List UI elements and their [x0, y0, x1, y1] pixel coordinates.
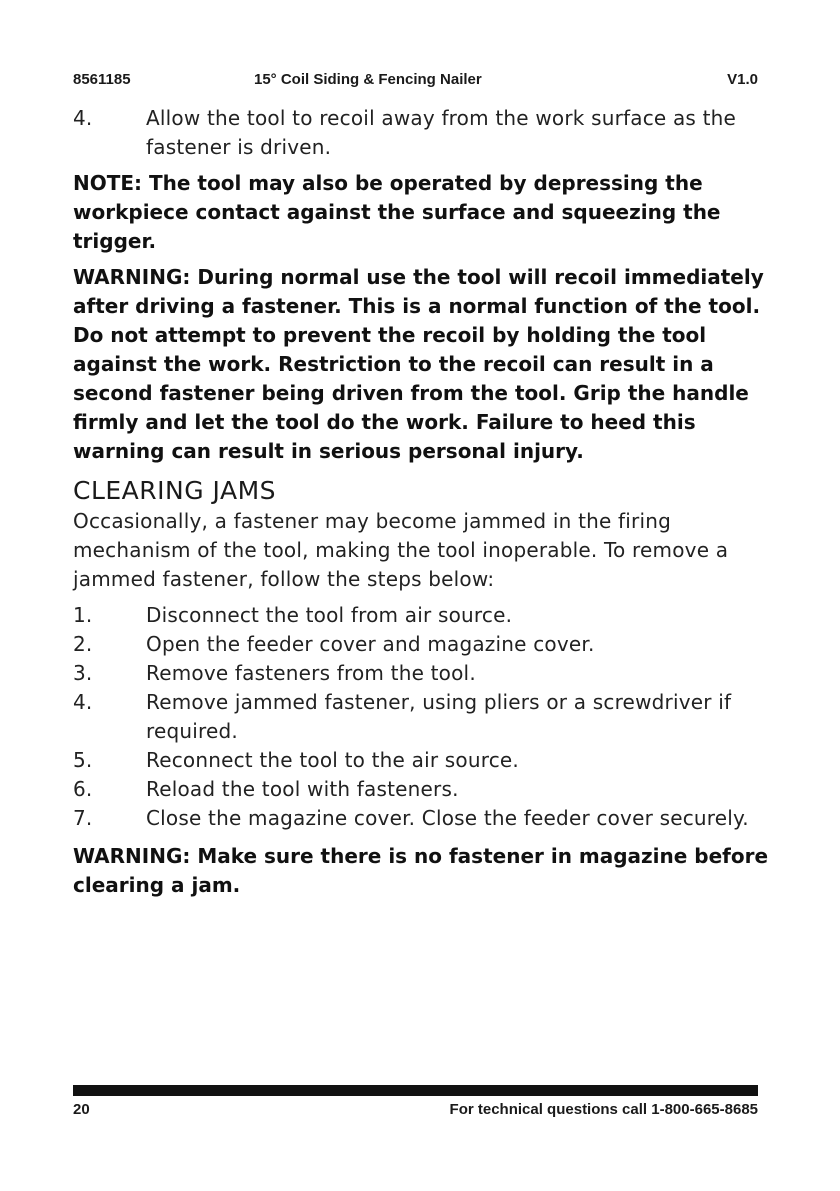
section-heading: CLEARING JAMS: [73, 476, 277, 505]
page-content: [73, 104, 773, 900]
step-text: Allow the tool to recoil away from the work surface as the fastener is driven.: [146, 106, 737, 159]
step-number: 7.: [73, 806, 93, 830]
step-number: 2.: [73, 632, 93, 656]
step-number: 1.: [73, 603, 93, 627]
page-footer: [73, 1101, 758, 1123]
clearing-jam-steps: [73, 601, 773, 833]
jam-warning: WARNING: Make sure there is no fastener in magazine before clearing a jam.: [73, 844, 769, 897]
version-label: V1.0: [727, 71, 758, 88]
section-intro: Occasionally, a fastener may become jammed in the firing mechanism of the tool, making the tool inoperable. To remove a jammed fastener, follow the steps below:: [73, 509, 729, 591]
list-item: [73, 601, 773, 630]
page-number: 20: [73, 1101, 90, 1118]
step-text: Reload the tool with fasteners.: [146, 777, 459, 801]
support-phone: For technical questions call 1-800-665-8685: [449, 1101, 758, 1118]
recoil-warning: WARNING: During normal use the tool will recoil immediately after driving a fastener. This is a normal function of the tool. Do not attempt to prevent the recoil by holding the tool against the work. Restriction to the recoil can result in a second fastener being driven from the tool. Grip the handle firmly and let the tool do the work. Failure to heed this warning can result in serious personal injury.: [73, 265, 764, 463]
page-header: [73, 71, 758, 91]
list-item: [73, 775, 773, 804]
list-item: [73, 746, 773, 775]
note-paragraph: NOTE: The tool may also be operated by depressing the workpiece contact against the surface and squeezing the trigger.: [73, 171, 721, 253]
step-number: 3.: [73, 661, 93, 685]
step-text: Open the feeder cover and magazine cover.: [146, 632, 595, 656]
step-number: 6.: [73, 777, 93, 801]
list-item: [73, 688, 773, 746]
step-number: 4.: [73, 106, 93, 130]
list-item: [73, 804, 773, 833]
operation-steps: [73, 104, 773, 162]
list-item: [73, 630, 773, 659]
step-text: Remove fasteners from the tool.: [146, 661, 476, 685]
step-number: 4.: [73, 690, 93, 714]
step-text: Disconnect the tool from air source.: [146, 603, 513, 627]
footer-divider: [73, 1085, 758, 1096]
step-number: 5.: [73, 748, 93, 772]
list-item: [73, 659, 773, 688]
model-number: 8561185: [73, 71, 131, 88]
step-text: Remove jammed fastener, using pliers or a screwdriver if required.: [146, 690, 732, 743]
list-item: [73, 104, 773, 162]
step-text: Reconnect the tool to the air source.: [146, 748, 519, 772]
manual-title: 15° Coil Siding & Fencing Nailer: [254, 71, 482, 88]
step-text: Close the magazine cover. Close the feeder cover securely.: [146, 806, 749, 830]
